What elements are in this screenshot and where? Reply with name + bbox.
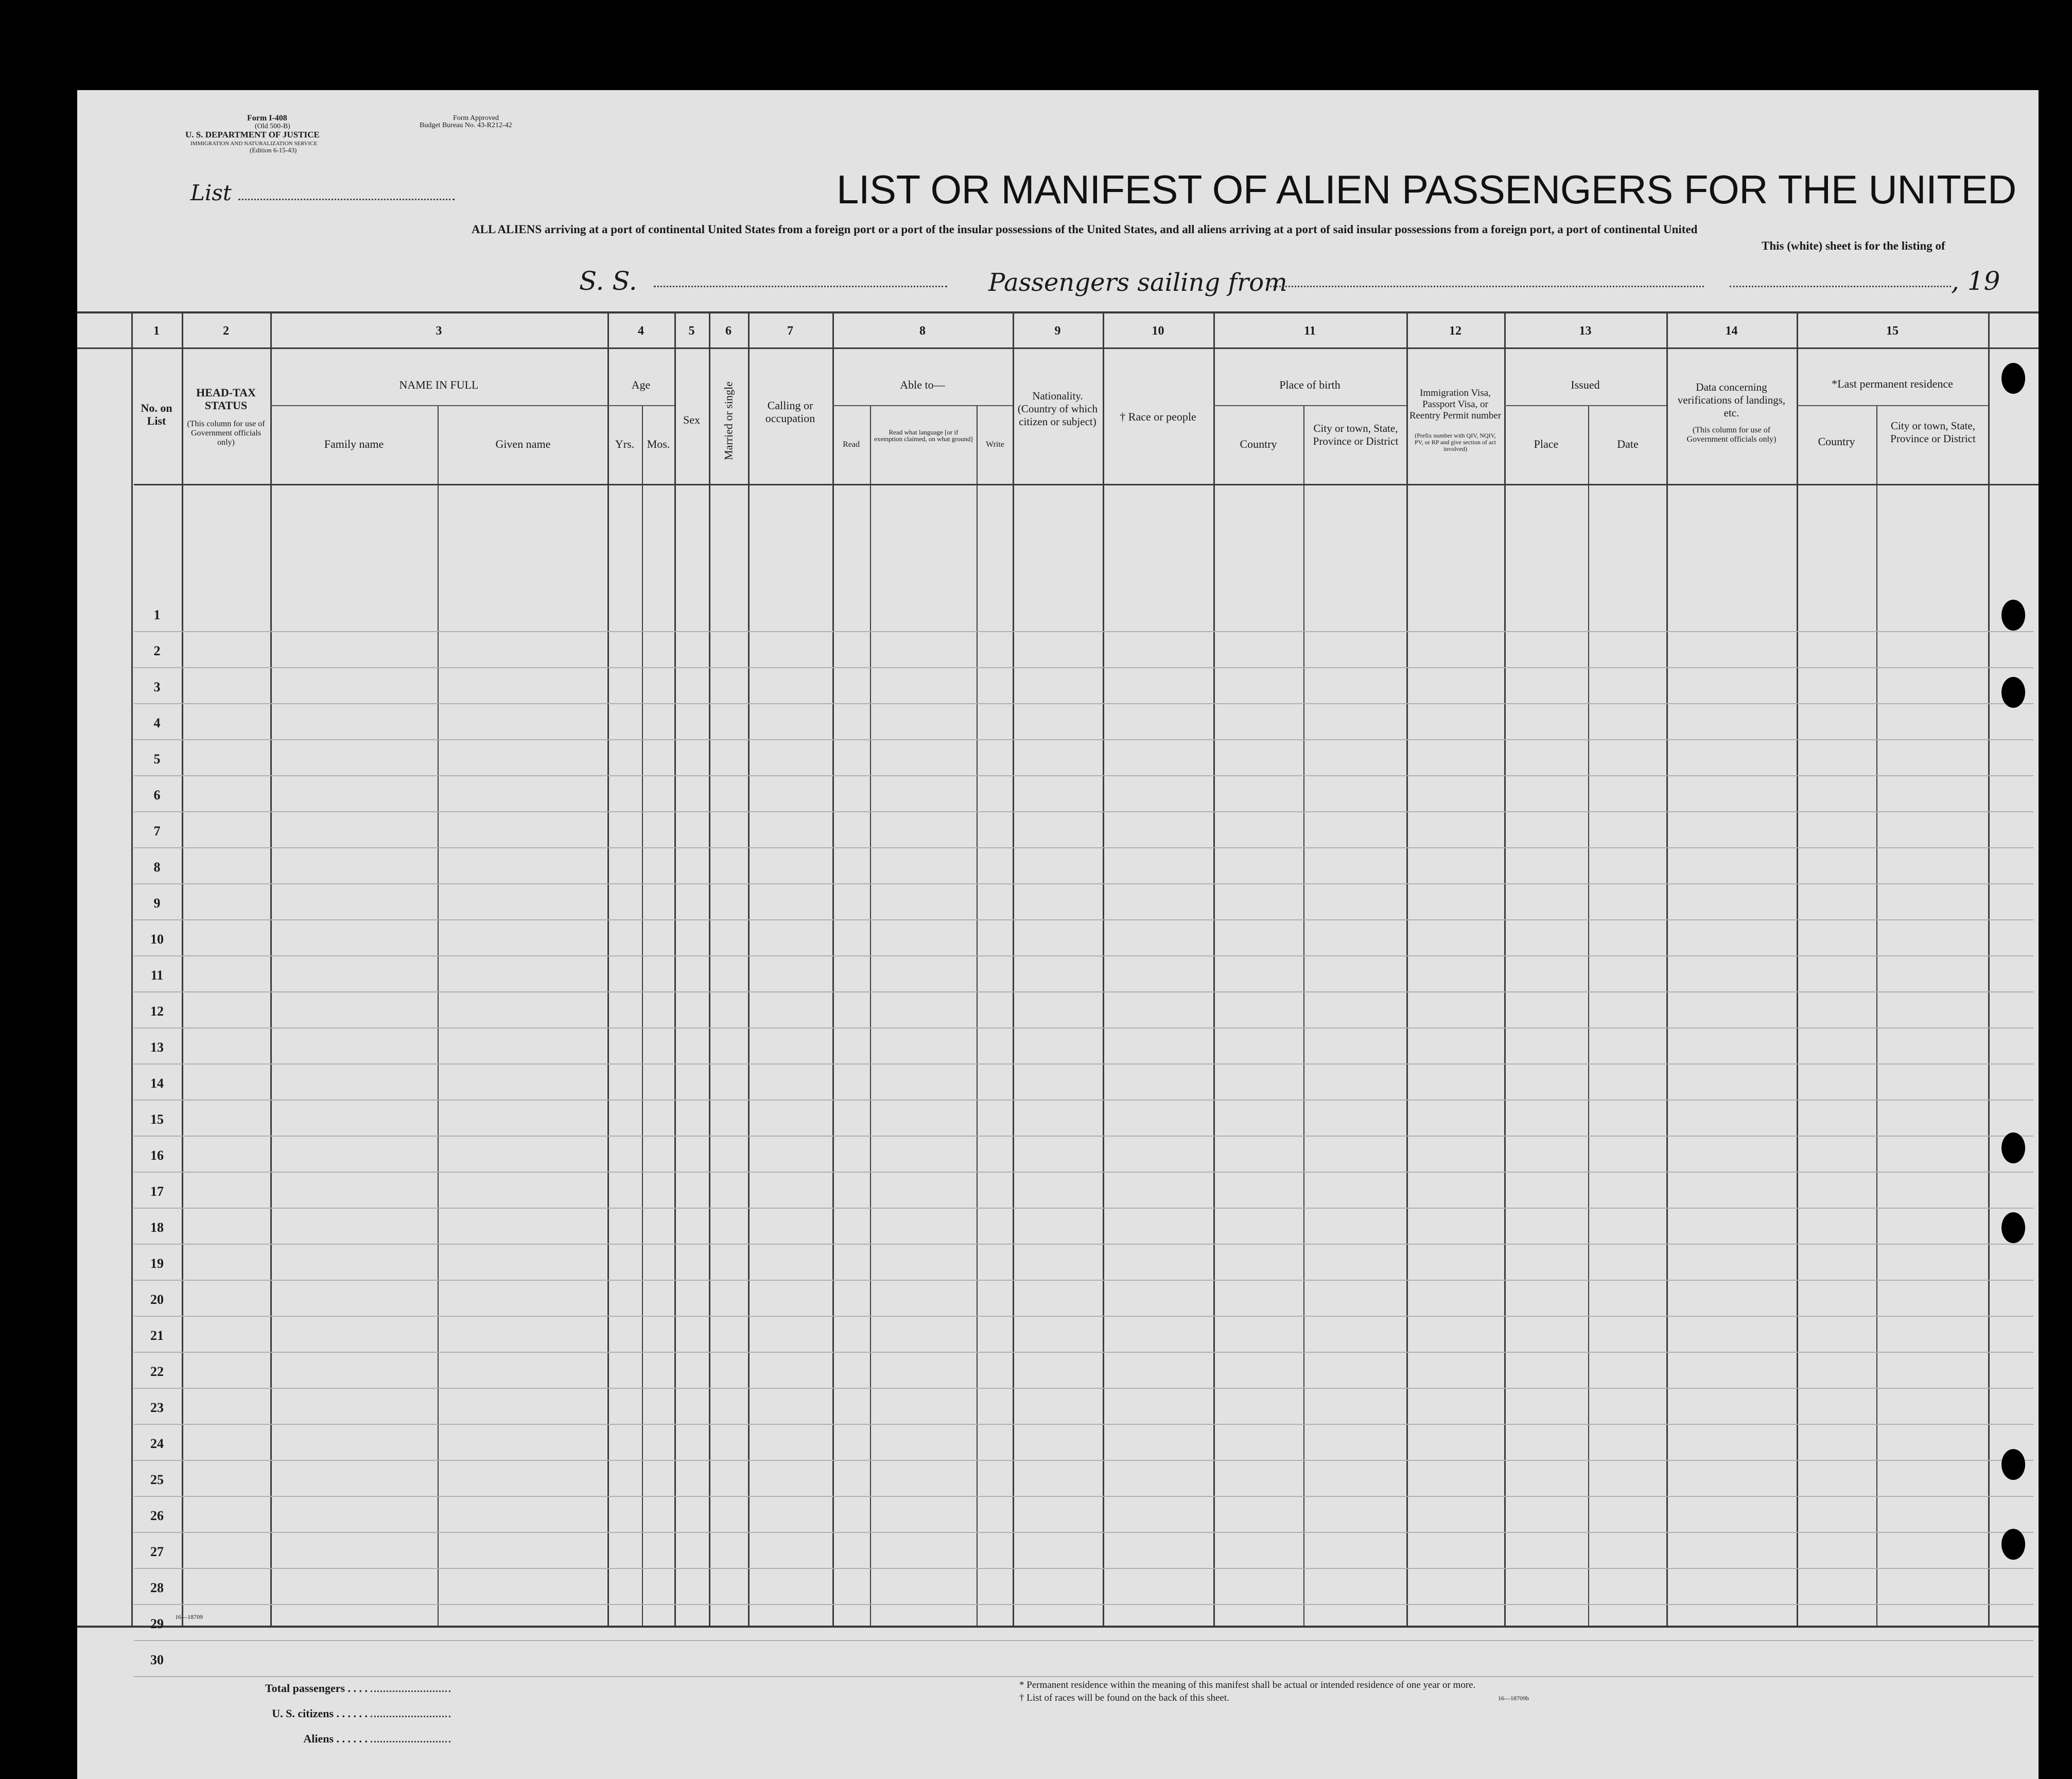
- row-rule: [134, 1172, 2033, 1173]
- aliens-field[interactable]: [371, 1741, 450, 1742]
- row-number: 25: [150, 1472, 164, 1487]
- row-number: 26: [150, 1508, 164, 1523]
- row-number: 24: [150, 1436, 164, 1451]
- row-rule: [134, 1532, 2033, 1533]
- col-line: [870, 405, 871, 1627]
- punch-hole: [2001, 1212, 2025, 1243]
- subtitle-line1: ALL ALIENS arriving at a port of continental United States from a foreign port or a port of the insular possessions of the United States, and all aliens arriving at a port of said insular possessions from a foreign port, a port of continental United: [472, 223, 1698, 236]
- subheader-divider: [607, 405, 674, 406]
- row-number: 5: [153, 752, 161, 766]
- row-number: 30: [150, 1652, 164, 1667]
- row-number: 7: [153, 824, 161, 839]
- row-number: 9: [153, 896, 161, 911]
- col-able-to: Able to—: [900, 378, 945, 391]
- subheader-divider: [832, 405, 1013, 406]
- col-family-name: Family name: [324, 438, 384, 450]
- col-num-10: 10: [1152, 324, 1164, 338]
- list-field[interactable]: [238, 199, 455, 200]
- col-age-yrs: Yrs.: [615, 438, 635, 450]
- row-rule: [134, 1136, 2033, 1137]
- col-line: [1103, 311, 1104, 1627]
- aliens-row: [265, 1726, 450, 1751]
- row-rule: [134, 1208, 2033, 1209]
- subheader-divider: [270, 405, 607, 406]
- us-citizens-label: U. S. citizens: [272, 1707, 334, 1720]
- col-read: Read: [843, 440, 860, 449]
- col-num-5: 5: [688, 324, 695, 338]
- col-num-13: 13: [1579, 324, 1592, 338]
- col-line: [977, 405, 978, 1627]
- list-label: [190, 180, 455, 205]
- row-number: 28: [150, 1580, 164, 1595]
- us-citizens-dots: . . . . . .: [336, 1707, 371, 1720]
- department-name: U. S. DEPARTMENT OF JUSTICE: [185, 130, 320, 139]
- total-passengers-label: Total passengers: [265, 1682, 345, 1695]
- row-number: 19: [150, 1256, 164, 1271]
- punch-hole: [2001, 1529, 2025, 1560]
- row-number: 15: [150, 1112, 164, 1127]
- row-rule: [134, 1424, 2033, 1425]
- col-line: [1213, 311, 1215, 1627]
- col-verifications-note: (This column for use of Government officials only): [1686, 426, 1777, 444]
- row-rule: [134, 1460, 2033, 1461]
- row-number: 13: [150, 1040, 164, 1055]
- col-issued: Issued: [1571, 378, 1600, 391]
- col-line: [1406, 311, 1408, 1627]
- row-rule: [134, 847, 2033, 848]
- form-edition: (Edition 6-15-43): [250, 146, 297, 154]
- sailing-date-field[interactable]: [1730, 286, 1951, 287]
- total-passengers-row: [265, 1676, 450, 1701]
- column-number-divider: [77, 347, 2039, 349]
- col-nationality: Nationality. (Country of which citizen or subject): [1017, 390, 1098, 428]
- row-rule: [134, 631, 2033, 632]
- row-number: 18: [150, 1220, 164, 1235]
- table-bottom-border: [77, 1626, 2039, 1628]
- year-label: , 19: [1951, 266, 2000, 296]
- col-num-4: 4: [638, 324, 644, 338]
- page-title: LIST OR MANIFEST OF ALIEN PASSENGERS FOR THE UNITED: [837, 167, 2016, 212]
- col-issued-place: Place: [1534, 438, 1559, 450]
- punch-hole: [2001, 1449, 2025, 1480]
- row-rule: [134, 1027, 2033, 1028]
- punch-hole: [2001, 677, 2025, 708]
- row-rule: [134, 1244, 2033, 1245]
- col-line: [131, 311, 133, 1627]
- col-line: [182, 311, 183, 1627]
- col-birth-country: Country: [1240, 438, 1277, 450]
- col-residence-city: City or town, State, Province or District: [1890, 420, 1976, 445]
- col-line: [1588, 405, 1589, 1627]
- row-rule: [134, 919, 2033, 920]
- col-num-9: 9: [1054, 324, 1061, 338]
- col-verifications: Data concerning verifications of landings, etc.: [1677, 381, 1786, 419]
- col-num-15: 15: [1886, 324, 1899, 338]
- row-number: 1: [153, 607, 161, 622]
- col-line: [748, 311, 750, 1627]
- row-rule: [134, 1352, 2033, 1353]
- aliens-label: Aliens: [303, 1732, 334, 1745]
- manifest-sheet: [77, 90, 2039, 1779]
- col-last-residence: *Last permanent residence: [1832, 377, 1953, 390]
- row-rule: [134, 811, 2033, 812]
- col-place-of-birth: Place of birth: [1279, 378, 1340, 391]
- print-code: 16—18709: [175, 1613, 203, 1620]
- col-head-tax-status: HEAD-TAX STATUS: [196, 386, 256, 412]
- col-write: Write: [986, 440, 1004, 449]
- budget-number: Budget Bureau No. 43-R212-42: [420, 121, 512, 129]
- footnote-residence: * Permanent residence within the meaning of this manifest shall be actual or intended residence of one year or more.: [1019, 1680, 1476, 1690]
- col-married-single: Married or single: [722, 381, 735, 460]
- subheader-divider: [1504, 405, 1666, 406]
- row-rule: [134, 1280, 2033, 1281]
- subheader-divider: [1213, 405, 1406, 406]
- col-line: [674, 311, 676, 1627]
- row-number: 14: [150, 1076, 164, 1091]
- row-number: 6: [153, 788, 161, 803]
- col-line: [1797, 311, 1798, 1627]
- row-rule: [134, 703, 2033, 704]
- punch-hole: [2001, 1132, 2025, 1163]
- row-rule: [134, 775, 2033, 776]
- col-line: [832, 311, 834, 1627]
- sailing-from-label: Passengers sailing from: [988, 268, 1287, 297]
- ship-label: S. S.: [579, 266, 637, 296]
- col-line: [1666, 311, 1668, 1627]
- col-line: [1013, 311, 1014, 1627]
- row-number: 20: [150, 1292, 164, 1307]
- row-rule: [134, 991, 2033, 992]
- col-sex: Sex: [683, 413, 700, 426]
- row-rule: [134, 1316, 2033, 1317]
- row-rule: [134, 1568, 2033, 1569]
- col-line: [607, 311, 609, 1627]
- col-num-12: 12: [1449, 324, 1461, 338]
- col-residence-country: Country: [1818, 435, 1855, 448]
- col-name-in-full: NAME IN FULL: [399, 378, 479, 391]
- col-num-6: 6: [725, 324, 732, 338]
- col-num-11: 11: [1304, 324, 1316, 338]
- row-number: 22: [150, 1364, 164, 1379]
- row-rule: [134, 1604, 2033, 1605]
- table-top-border: [77, 311, 2039, 313]
- row-number: 10: [150, 932, 164, 947]
- form-approved: Form Approved: [453, 114, 499, 122]
- row-number: 17: [150, 1184, 164, 1199]
- col-num-7: 7: [787, 324, 793, 338]
- row-number: 2: [153, 643, 161, 658]
- row-rule: [134, 739, 2033, 740]
- total-passengers-dots: . . . .: [347, 1682, 371, 1695]
- col-age-mos: Mos.: [647, 438, 670, 450]
- col-line: [642, 405, 643, 1627]
- row-rule: [134, 883, 2033, 884]
- row-number: 21: [150, 1328, 164, 1343]
- col-line: [1988, 311, 1990, 1627]
- col-given-name: Given name: [495, 438, 551, 450]
- col-read-language: Read what language [or if exemption claimed, on what ground]: [874, 428, 973, 443]
- aliens-dots: . . . . . .: [336, 1732, 371, 1745]
- sailing-port-field[interactable]: [1266, 286, 1704, 287]
- row-number: 8: [153, 860, 161, 875]
- col-line: [1876, 405, 1877, 1627]
- col-immigration-visa: Immigration Visa, Passport Visa, or Reentry Permit number: [1409, 388, 1502, 421]
- col-head-tax-note: (This column for use of Government officials only): [187, 420, 265, 447]
- row-number: 16: [150, 1148, 164, 1163]
- subtitle-line2: This (white) sheet is for the listing of: [1762, 239, 1945, 252]
- row-number: 4: [153, 716, 161, 730]
- col-age: Age: [631, 378, 651, 391]
- col-num-8: 8: [919, 324, 926, 338]
- ship-name-field[interactable]: [654, 286, 947, 287]
- row-rule: [134, 1640, 2033, 1641]
- col-line: [270, 311, 272, 1627]
- col-num-1: 1: [153, 324, 160, 338]
- footnote-code: 16—18709b: [1498, 1695, 1529, 1702]
- header-bottom-border: [134, 484, 2039, 485]
- row-rule: [134, 1388, 2033, 1389]
- col-line: [1303, 405, 1304, 1627]
- row-rule: [134, 1496, 2033, 1497]
- col-num-2: 2: [223, 324, 229, 338]
- row-number: 23: [150, 1400, 164, 1415]
- col-num-14: 14: [1725, 324, 1738, 338]
- col-line: [1504, 311, 1506, 1627]
- punch-hole: [2001, 600, 2025, 631]
- col-line: [709, 311, 710, 1627]
- form-number: Form I-408: [247, 114, 287, 123]
- row-rule: [134, 667, 2033, 668]
- row-number: 11: [150, 968, 164, 983]
- col-race-people: † Race or people: [1120, 410, 1196, 423]
- col-line: [438, 405, 439, 1627]
- col-num-3: 3: [436, 324, 442, 338]
- col-issued-date: Date: [1617, 438, 1639, 450]
- col-visa-note: (Prefix number with QIV, NQIV, PV, or RP and give section of act involved): [1415, 432, 1496, 452]
- punch-hole: [2001, 363, 2025, 394]
- totals-block: [265, 1676, 450, 1751]
- row-number: 12: [150, 1004, 164, 1019]
- total-passengers-field[interactable]: [371, 1690, 450, 1692]
- col-no-on-list: No. on List: [141, 402, 172, 427]
- subheader-divider: [1797, 405, 1988, 406]
- form-old-number: (Old 500-B): [255, 123, 290, 130]
- list-text: List: [190, 180, 232, 205]
- row-number: 29: [150, 1616, 164, 1631]
- row-rule: [134, 1100, 2033, 1101]
- row-number: 3: [153, 679, 161, 694]
- row-rule: [134, 955, 2033, 956]
- col-occupation: Calling or occupation: [765, 399, 815, 425]
- service-name: IMMIGRATION AND NATURALIZATION SERVICE: [190, 141, 318, 147]
- footnote-races: † List of races will be found on the back of this sheet.: [1019, 1693, 1229, 1703]
- us-citizens-row: [265, 1701, 450, 1726]
- row-number: 27: [150, 1544, 164, 1559]
- row-rule: [134, 1063, 2033, 1065]
- us-citizens-field[interactable]: [371, 1716, 450, 1717]
- col-birth-city: City or town, State, Province or District: [1313, 422, 1399, 447]
